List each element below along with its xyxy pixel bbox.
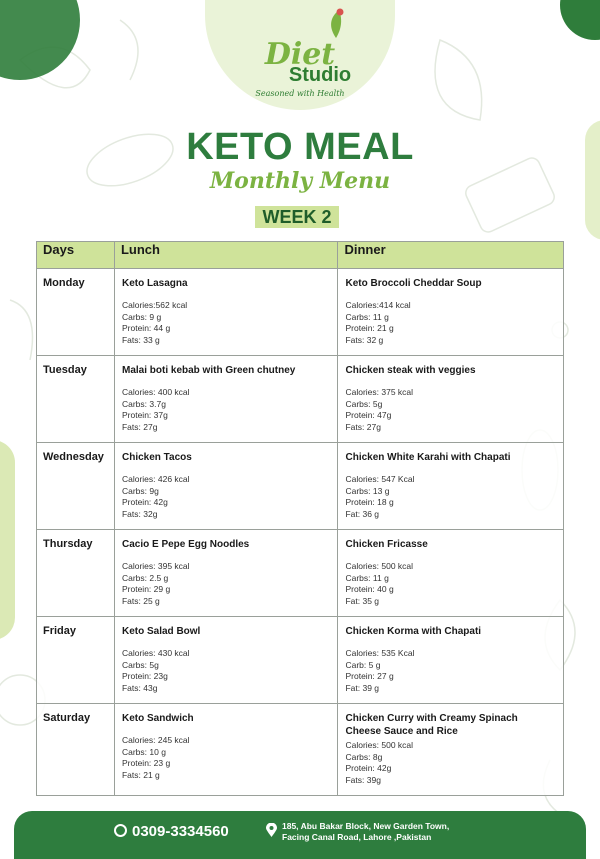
nutrition-line: Fats: 43g [121, 683, 158, 694]
contact-footer [14, 811, 586, 859]
meal-name: Chicken Fricasse [345, 539, 428, 550]
meal-name: Cacio E Pepe Egg Noodles [121, 539, 250, 550]
nutrition-line: Carbs: 10 g [121, 746, 166, 757]
nutrition-line: Calories: 535 Kcal [345, 648, 415, 658]
nutrition-line: Fat: 39 g [345, 683, 380, 694]
meal-name: Keto Broccoli Cheddar Soup [345, 278, 482, 289]
phone-text: 0309-3334560 [132, 823, 229, 840]
nutrition-line: Fats: 39g [345, 775, 381, 786]
week-badge: WEEK 2 [255, 206, 339, 228]
nutrition-line: Calories: 245 kcal [121, 735, 190, 745]
dinner-cell [338, 704, 564, 796]
address-line: 185, Abu Bakar Block, New Garden Town, [282, 821, 450, 831]
meal-name: Chicken White Karahi with Chapati [345, 452, 511, 463]
lunch-cell [114, 617, 338, 704]
side-decoration [0, 440, 15, 640]
page-title: KETO MEAL [186, 126, 414, 168]
nutrition-line: Protein: 23 g [121, 758, 171, 769]
nutrition-line: Protein: 29 g [121, 584, 171, 595]
table-row [37, 356, 564, 443]
nutrition-line: Protein: 21 g [345, 323, 394, 334]
phone-number[interactable] [114, 823, 229, 840]
table-row [37, 269, 564, 356]
meal-name: Keto Lasagna [121, 278, 188, 289]
nutrition-info [345, 561, 556, 608]
page-subtitle: Monthly Menu [209, 168, 391, 194]
day-cell: Saturday [37, 704, 115, 796]
nutrition-line: Fat: 35 g [345, 596, 380, 607]
column-header-dinner: Dinner [338, 242, 564, 269]
leaf-icon [325, 8, 347, 38]
meal-name: Chicken steak with veggies [345, 365, 476, 376]
nutrition-line: Carbs: 2.5 g [121, 572, 169, 583]
day-cell: Monday [37, 269, 115, 356]
day-cell: Tuesday [37, 356, 115, 443]
meal-name: Chicken Tacos [121, 452, 192, 463]
meal-name: Malai boti kebab with Green chutney [121, 365, 296, 376]
table-row [37, 617, 564, 704]
nutrition-line: Carbs: 5g [121, 659, 159, 670]
meal-name: Chicken Korma with Chapati [345, 626, 482, 637]
meal-name: Keto Sandwich [121, 713, 194, 724]
column-header-days: Days [37, 242, 115, 269]
meal-name: Keto Salad Bowl [121, 626, 201, 637]
nutrition-info [122, 474, 331, 521]
dinner-cell [338, 356, 564, 443]
nutrition-line: Calories:562 kcal [121, 300, 188, 310]
nutrition-line: Protein: 42g [121, 497, 168, 508]
brand-logo [205, 0, 395, 110]
lunch-cell [114, 269, 338, 356]
nutrition-line: Carbs: 13 g [345, 485, 390, 496]
brand-tagline: Seasoned with Health [255, 89, 345, 98]
dinner-cell [338, 443, 564, 530]
nutrition-line: Fats: 33 g [121, 335, 160, 346]
lunch-cell [114, 443, 338, 530]
nutrition-line: Fats: 27g [345, 422, 381, 433]
nutrition-line: Carbs: 11 g [345, 311, 389, 322]
nutrition-info [122, 387, 331, 434]
nutrition-line: Calories: 400 kcal [121, 387, 190, 397]
location-pin-icon [266, 823, 277, 837]
nutrition-line: Protein: 37g [121, 410, 168, 421]
lunch-cell [114, 704, 338, 796]
nutrition-line: Protein: 47g [345, 410, 392, 421]
corner-decoration [0, 0, 80, 80]
nutrition-line: Carbs: 11 g [345, 572, 389, 583]
nutrition-line: Calories: 430 kcal [121, 648, 190, 658]
table-row [37, 443, 564, 530]
nutrition-line: Carbs: 8g [345, 751, 383, 762]
nutrition-line: Protein: 23g [121, 671, 168, 682]
nutrition-info [345, 300, 556, 347]
nutrition-line: Fats: 32g [121, 509, 158, 520]
brand-name-studio: Studio [288, 64, 352, 86]
table-row [37, 530, 564, 617]
nutrition-line: Protein: 40 g [345, 584, 394, 595]
address-line: Facing Canal Road, Lahore ,Pakistan [282, 831, 432, 842]
nutrition-line: Protein: 42g [345, 763, 392, 774]
nutrition-line: Carbs: 9 g [121, 311, 162, 322]
nutrition-line: Calories: 395 kcal [121, 561, 190, 571]
nutrition-info [122, 561, 331, 608]
table-header-row [37, 242, 564, 269]
nutrition-line: Carbs: 5g [345, 398, 383, 409]
nutrition-line: Calories:414 kcal [345, 300, 411, 310]
nutrition-line: Fats: 25 g [121, 596, 160, 607]
meal-name: Chicken Curry with Creamy Spinach Cheese Sauce and Rice [345, 713, 518, 737]
corner-decoration [560, 0, 600, 40]
nutrition-line: Calories: 500 kcal [345, 561, 414, 571]
meal-table [36, 241, 564, 796]
day-cell: Friday [37, 617, 115, 704]
nutrition-line: Calories: 500 kcal [345, 740, 414, 750]
dinner-cell [338, 617, 564, 704]
day-cell: Wednesday [37, 443, 115, 530]
nutrition-line: Carb: 5 g [345, 659, 381, 670]
nutrition-line: Protein: 27 g [345, 671, 394, 682]
nutrition-info [122, 648, 331, 695]
table-row [37, 704, 564, 796]
nutrition-line: Calories: 375 kcal [345, 387, 414, 397]
dinner-cell [338, 530, 564, 617]
nutrition-line: Carbs: 3.7g [121, 398, 166, 409]
nutrition-line: Carbs: 9g [121, 485, 159, 496]
nutrition-info [345, 740, 556, 787]
nutrition-info [122, 735, 331, 782]
phone-icon [114, 824, 127, 837]
dinner-cell [338, 269, 564, 356]
lunch-cell [114, 356, 338, 443]
nutrition-line: Calories: 547 Kcal [345, 474, 415, 484]
lunch-cell [114, 530, 338, 617]
nutrition-line: Fat: 36 g [345, 509, 380, 520]
nutrition-line: Fats: 27g [121, 422, 158, 433]
column-header-lunch: Lunch [114, 242, 338, 269]
nutrition-info [345, 474, 556, 521]
address [282, 821, 449, 842]
nutrition-line: Calories: 426 kcal [121, 474, 190, 484]
brand-name-diet: Diet [264, 37, 336, 72]
nutrition-line: Fats: 21 g [121, 770, 160, 781]
nutrition-info [345, 387, 556, 434]
nutrition-line: Fats: 32 g [345, 335, 384, 346]
day-cell: Thursday [37, 530, 115, 617]
nutrition-info [345, 648, 556, 695]
nutrition-info [122, 300, 331, 347]
nutrition-line: Protein: 44 g [121, 323, 171, 334]
nutrition-line: Protein: 18 g [345, 497, 394, 508]
